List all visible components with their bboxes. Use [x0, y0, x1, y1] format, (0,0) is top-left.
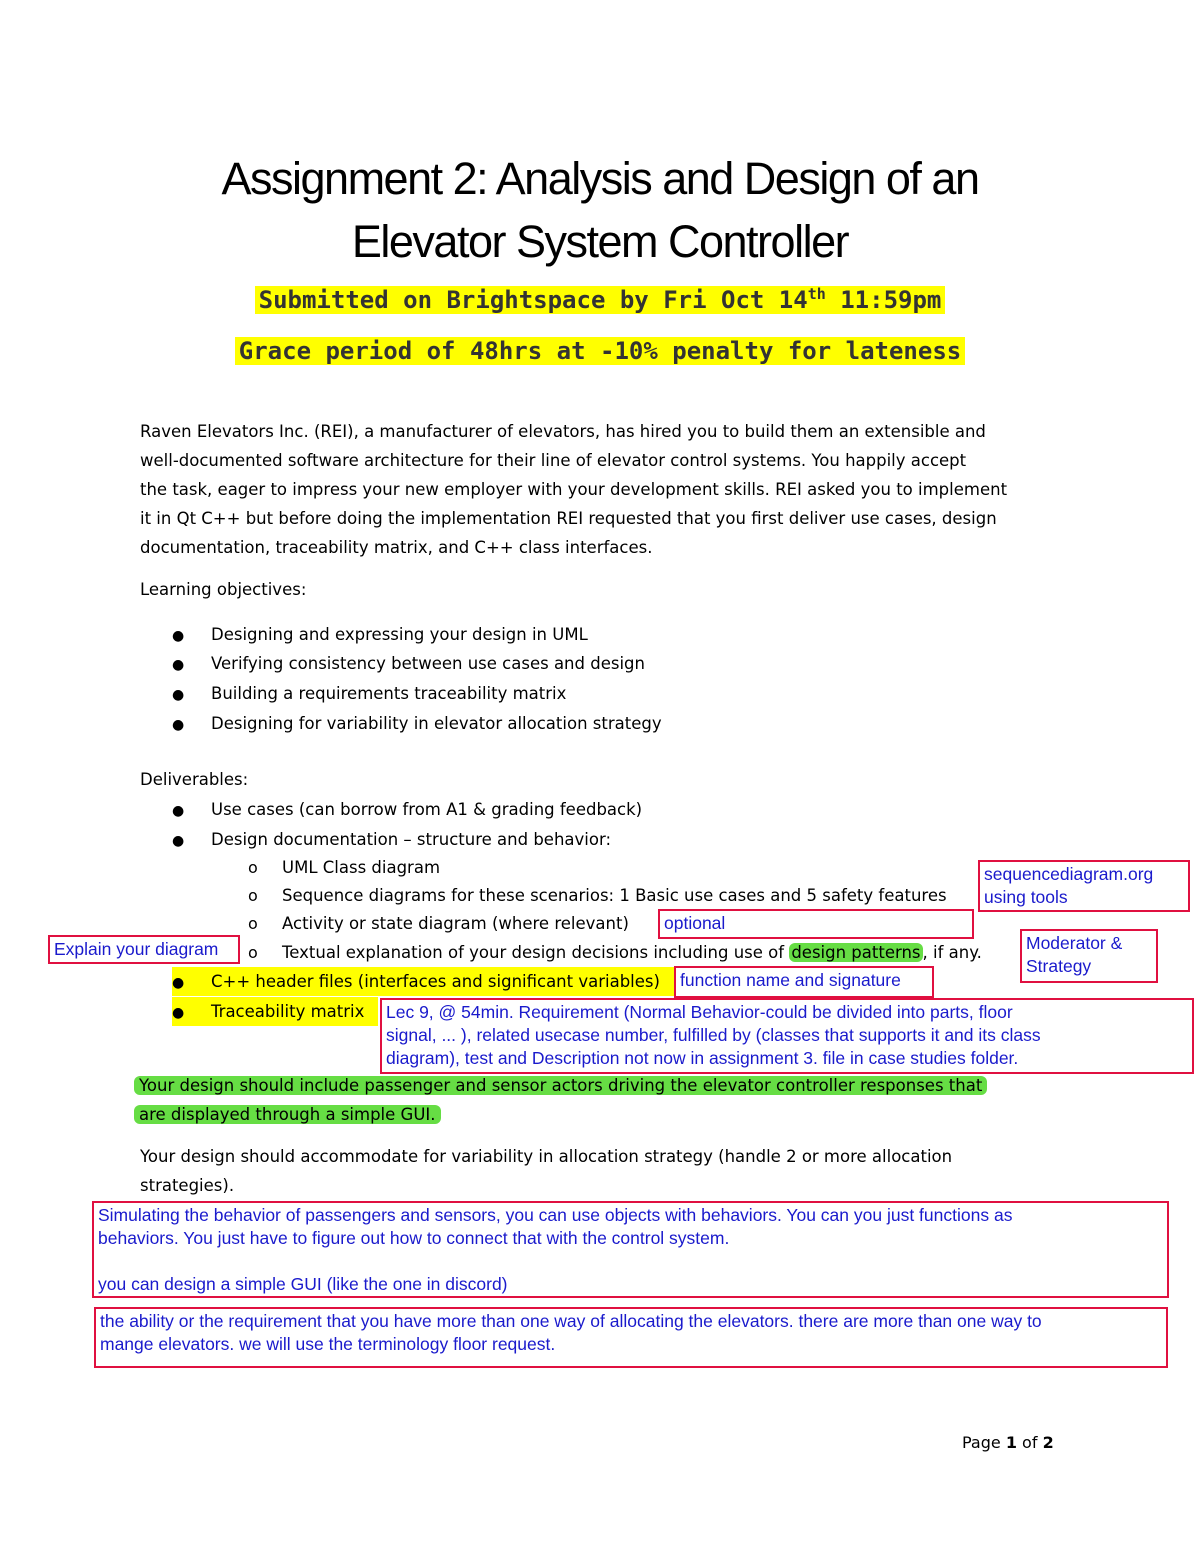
document-title-line2: Elevator System Controller: [351, 216, 849, 267]
note-optional: optional: [658, 909, 974, 939]
note-lec9: Lec 9, @ 54min. Requirement (Normal Behavior-could be divided into parts, floor signal, ... ), related usecase number, fulfilled by (classes that supports it and its class diagram), test and Description not now in assignment 3. file in case studies folder.: [380, 998, 1194, 1074]
deliverable-subitem: o UML Class diagram: [248, 858, 441, 877]
intro-line: the task, eager to impress your new employer with your development skills. REI asked you to implement: [140, 480, 1008, 499]
intro-paragraph: [140, 417, 1007, 562]
note-sequence-tools: sequencediagram.org using tools: [978, 860, 1190, 912]
page-number: Page 1 of 2: [962, 1433, 1054, 1452]
bullet: ●: [172, 803, 185, 819]
sub-bullet: o: [248, 858, 258, 877]
note-simulating: Simulating the behavior of passengers and sensors, you can use objects with behaviors. You can you just functions as behaviors. You just have to figure out how to connect that with the control system. you can design a simple GUI (like the one in discord): [92, 1201, 1169, 1298]
submission-text: Submitted on Brightspace by Fri Oct 14: [258, 286, 808, 314]
bullet: ●: [172, 657, 185, 673]
actors-paragraph: Your design should include passenger and sensor actors driving the elevator controller responses that are displayed through a simple GUI.: [134, 1071, 987, 1129]
submission-time: 11:59pm: [825, 286, 942, 314]
bullet: ●: [172, 1005, 185, 1021]
note-ability: the ability or the requirement that you have more than one way of allocating the elevators. there are more than one way to mange elevators. we will use the terminology floor request.: [94, 1307, 1168, 1368]
design-patterns-highlight: design patterns: [791, 943, 921, 962]
note-moderator-strategy: Moderator & Strategy: [1020, 929, 1158, 983]
intro-line: documentation, traceability matrix, and C++ class interfaces.: [140, 538, 653, 557]
note-function-name: function name and signature: [674, 966, 934, 998]
document-title-line1: Assignment 2: Analysis and Design of an: [221, 153, 979, 204]
learning-objective-item: ● Building a requirements traceability matrix: [172, 684, 567, 703]
learning-objective-item: ● Designing and expressing your design in UML: [172, 625, 588, 644]
deliverable-item-highlighted: ● C++ header files (interfaces and significant variables): [172, 967, 674, 996]
intro-line: well-documented software architecture for their line of elevator control systems. You happily accept: [140, 451, 967, 470]
intro-line: Raven Elevators Inc. (REI), a manufacturer of elevators, has hired you to build them an extensible and: [140, 422, 986, 441]
sub-bullet: o: [248, 914, 258, 933]
deliverable-subitem: o Activity or state diagram (where relevant): [248, 914, 629, 933]
bullet: ●: [172, 687, 185, 703]
learning-objectives-heading: Learning objectives:: [140, 580, 307, 599]
variability-paragraph: Your design should accommodate for variability in allocation strategy (handle 2 or more allocation strategies).: [140, 1147, 953, 1195]
deliverable-subitem: o Textual explanation of your design decisions including use of design patterns , if any.: [248, 943, 982, 962]
bullet: ●: [172, 717, 185, 733]
grace-period: Grace period of 48hrs at -10% penalty for lateness: [0, 333, 1200, 369]
sub-bullet: o: [248, 886, 258, 905]
note-explain-diagram: Explain your diagram: [48, 935, 240, 964]
learning-objective-item: ● Designing for variability in elevator allocation strategy: [172, 714, 662, 733]
deliverable-item-highlighted: ● Traceability matrix: [172, 997, 378, 1026]
deliverables-heading: Deliverables:: [140, 770, 249, 789]
deliverable-item: ● Design documentation – structure and behavior:: [172, 830, 612, 849]
sub-bullet: o: [248, 943, 258, 962]
bullet: ●: [172, 975, 185, 991]
submission-superscript: th: [807, 285, 826, 303]
bullet: ●: [172, 628, 185, 644]
submission-deadline: [0, 276, 1200, 318]
bullet: ●: [172, 833, 185, 849]
deliverable-item: ● Use cases (can borrow from A1 & grading feedback): [172, 800, 643, 819]
intro-line: it in Qt C++ but before doing the implementation REI requested that you first deliver use cases, design: [140, 509, 997, 528]
learning-objective-item: ● Verifying consistency between use cases and design: [172, 654, 645, 673]
deliverable-subitem: o Sequence diagrams for these scenarios: 1 Basic use cases and 5 safety features: [248, 886, 947, 905]
